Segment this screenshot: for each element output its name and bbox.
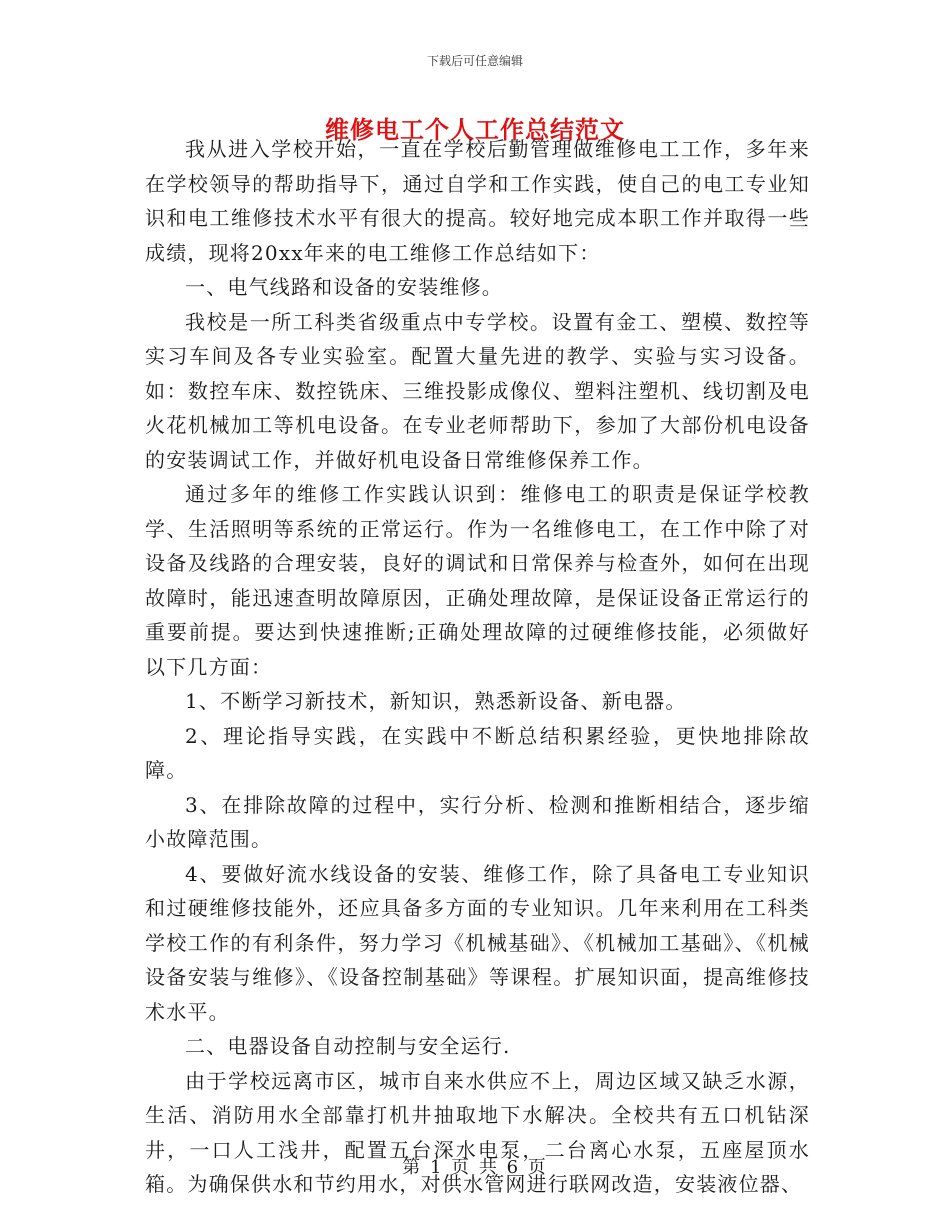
paragraph: 由于学校远离市区，城市自来水供应不上，周边区域又缺乏水源，生活、消防用水全部靠打机井抽取地下水解决。全校共有五口机钻深井，一口人工浅井，配置五台深水电泵，二台离心水泵，五座屋顶水箱。为确保供水和节约用水，对供水管网进行联网改造，安装液位器、 [145, 1068, 810, 1196]
list-item: 3、在排除故障的过程中，实行分析、检测和推断相结合，逐步缩小故障范围。 [145, 792, 810, 851]
list-item: 2、理论指导实践，在实践中不断总结积累经验，更快地排除故障。 [145, 723, 810, 782]
paragraph: 我校是一所工科类省级重点中专学校。设置有金工、塑模、数控等实习车间及各专业实验室。配置大量先进的教学、实验与实习设备。如：数控车床、数控铣床、三维投影成像仪、塑料注塑机、线切割及电火花机械加工等机电设备。在专业老师帮助下，参加了大部份机电设备的安装调试工作，并做好机电设备日常维修保养工作。 [145, 309, 810, 472]
list-item: 4、要做好流水线设备的安装、维修工作，除了具备电工专业知识和过硬维修技能外，还应具备多方面的专业知识。几年来利用在工科类学校工作的有利条件，努力学习《机械基础》、《机械加工基础》、《机械设备安装与维修》、《设备控制基础》等课程。扩展知识面，提高维修技术水平。 [145, 861, 810, 1024]
document-body [145, 132, 810, 1202]
header-note: 下载后可任意编辑 [426, 54, 523, 68]
paragraph-intro: 我从进入学校开始，一直在学校后勤管理做维修电工工作，多年来在学校领导的帮助指导下，通过自学和工作实践，使自己的电工专业知识和电工维修技术水平有很大的提高。较好地完成本职工作并取得一些成绩，现将20xx年来的电工维修工作总结如下： [145, 137, 810, 265]
document-title: 维修电工个人工作总结范文 [325, 115, 625, 144]
section-heading-1: 一、电气线路和设备的安装维修。 [185, 275, 503, 299]
section-heading-2: 二、电器设备自动控制与安全运行. [185, 1034, 511, 1058]
page-footer: 第 1 页 共 6 页 [402, 1157, 548, 1178]
paragraph: 通过多年的维修工作实践认识到：维修电工的职责是保证学校教学、生活照明等系统的正常运行。作为一名维修电工，在工作中除了对设备及线路的合理安装，良好的调试和日常保养与检查外，如何在出现故障时，能迅速查明故障原因，正确处理故障，是保证设备正常运行的重要前提。要达到快速推断;正确处理故障的过硬维修技能，必须做好以下几方面： [145, 482, 810, 679]
list-item: 1、不断学习新技术，新知识，熟悉新设备、新电器。 [185, 689, 687, 713]
